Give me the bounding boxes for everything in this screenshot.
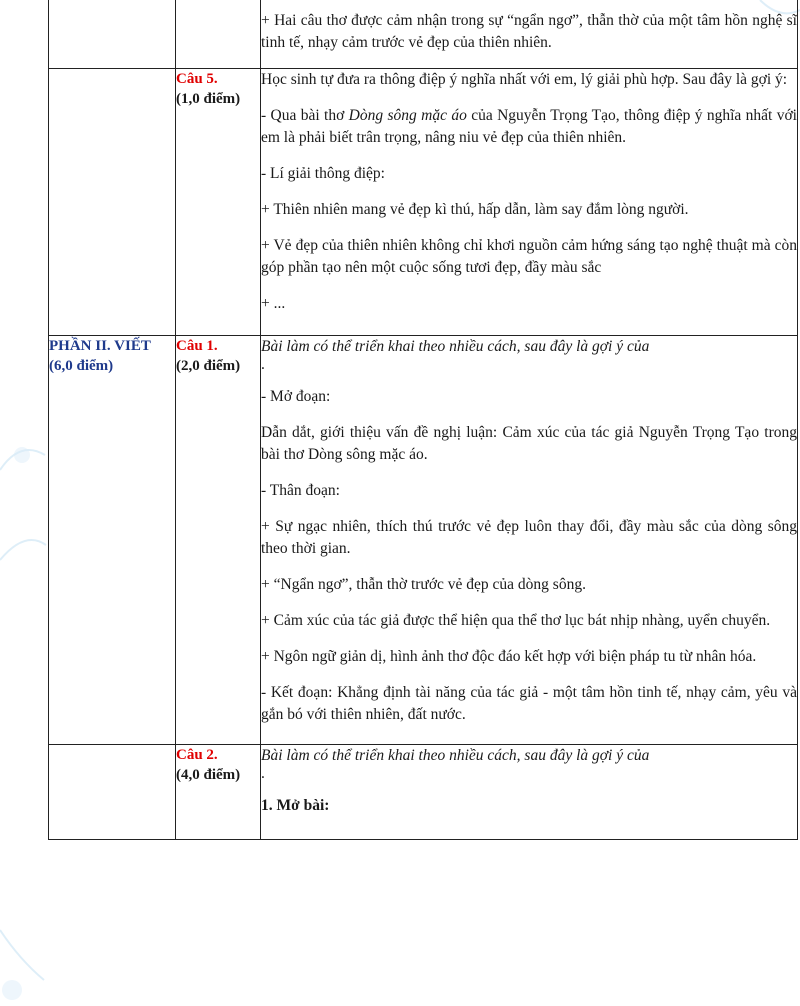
- answer-text: + Sự ngạc nhiên, thích thú trước vẻ đẹp luôn thay đổi, đầy màu sắc của dòng sông theo thời gian.: [261, 518, 797, 557]
- answer-text: + ...: [261, 295, 286, 312]
- question-cell: [176, 69, 261, 336]
- section-cell: [49, 745, 176, 840]
- answer-text: + Thiên nhiên mang vẻ đẹp kì thú, hấp dẫn, làm say đắm lòng người.: [261, 201, 689, 218]
- answer-text: - Thân đoạn:: [261, 482, 340, 499]
- question-cell: [176, 745, 261, 840]
- section-cell: [49, 69, 176, 336]
- answer-text: + Ngôn ngữ giản dị, hình ảnh thơ độc đáo kết hợp với biện pháp tu từ nhân hóa.: [261, 648, 757, 665]
- answer-intro: Bài làm có thể triển khai theo nhiều cách, sau đây là gợi ý của: [261, 338, 650, 355]
- answer-dot: .: [261, 356, 265, 373]
- question-points: (4,0 điểm): [176, 767, 241, 783]
- question-label: Câu 1.: [176, 338, 218, 354]
- answer-cell: [261, 745, 798, 840]
- answer-table: [48, 0, 798, 840]
- question-cell: [176, 0, 261, 69]
- question-label: Câu 2.: [176, 747, 218, 763]
- section-heading: 1. Mở bài:: [261, 797, 330, 814]
- answer-text: + Hai câu thơ được cảm nhận trong sự “ngẩn ngơ”, thẫn thờ của một tâm hồn nghệ sĩ tinh tế, nhạy cảm trước vẻ đẹp của thiên nhiên.: [261, 12, 797, 51]
- answer-text: + “Ngẩn ngơ”, thẫn thờ trước vẻ đẹp của dòng sông.: [261, 576, 586, 593]
- answer-text-rest: của Nguyễn Trọng Tạo, thông điệp ý nghĩa nhất với em là phải biết trân trọng, nâng niu vẻ đẹp của thiên nhiên.: [261, 107, 797, 146]
- answer-dot: .: [261, 765, 265, 782]
- table-row: [49, 0, 798, 69]
- poem-title: Dòng sông mặc áo: [348, 107, 467, 124]
- question-points: (2,0 điểm): [176, 358, 241, 374]
- answer-text: + Cảm xúc của tác giả được thể hiện qua thể thơ lục bát nhịp nhàng, uyển chuyển.: [261, 612, 771, 629]
- answer-cell: [261, 69, 798, 336]
- question-label: Câu 5.: [176, 71, 218, 87]
- table-row: [49, 336, 798, 745]
- table-row: [49, 69, 798, 336]
- answer-text-prefix: - Qua bài thơ: [261, 107, 349, 124]
- section-cell: [49, 0, 176, 69]
- question-cell: [176, 336, 261, 745]
- answer-text: Dẫn dắt, giới thiệu vấn đề nghị luận: Cảm xúc của tác giả Nguyễn Trọng Tạo trong bài thơ Dòng sông mặc áo.: [261, 424, 797, 463]
- section-points: (6,0 điểm): [49, 358, 114, 374]
- answer-cell: [261, 0, 798, 69]
- section-title: PHẦN II. VIẾT: [49, 338, 151, 354]
- answer-text: - Lí giải thông điệp:: [261, 165, 385, 182]
- question-points: (1,0 điểm): [176, 91, 241, 107]
- answer-text: + Vẻ đẹp của thiên nhiên không chỉ khơi nguồn cảm hứng sáng tạo nghệ thuật mà còn góp phần tạo nên một cuộc sống tươi đẹp, đầy màu sắc: [261, 237, 797, 276]
- table-row: [49, 745, 798, 840]
- answer-text: - Mở đoạn:: [261, 388, 331, 405]
- answer-cell: [261, 336, 798, 745]
- answer-text: - Kết đoạn: Khẳng định tài năng của tác giả - một tâm hồn tinh tế, nhạy cảm, yêu và gắn bó với thiên nhiên, đất nước.: [261, 684, 797, 723]
- answer-text: Học sinh tự đưa ra thông điệp ý nghĩa nhất với em, lý giải phù hợp. Sau đây là gợi ý:: [261, 71, 788, 88]
- section-cell: [49, 336, 176, 745]
- answer-intro: Bài làm có thể triển khai theo nhiều cách, sau đây là gợi ý của: [261, 747, 650, 764]
- answer-text: [261, 105, 797, 149]
